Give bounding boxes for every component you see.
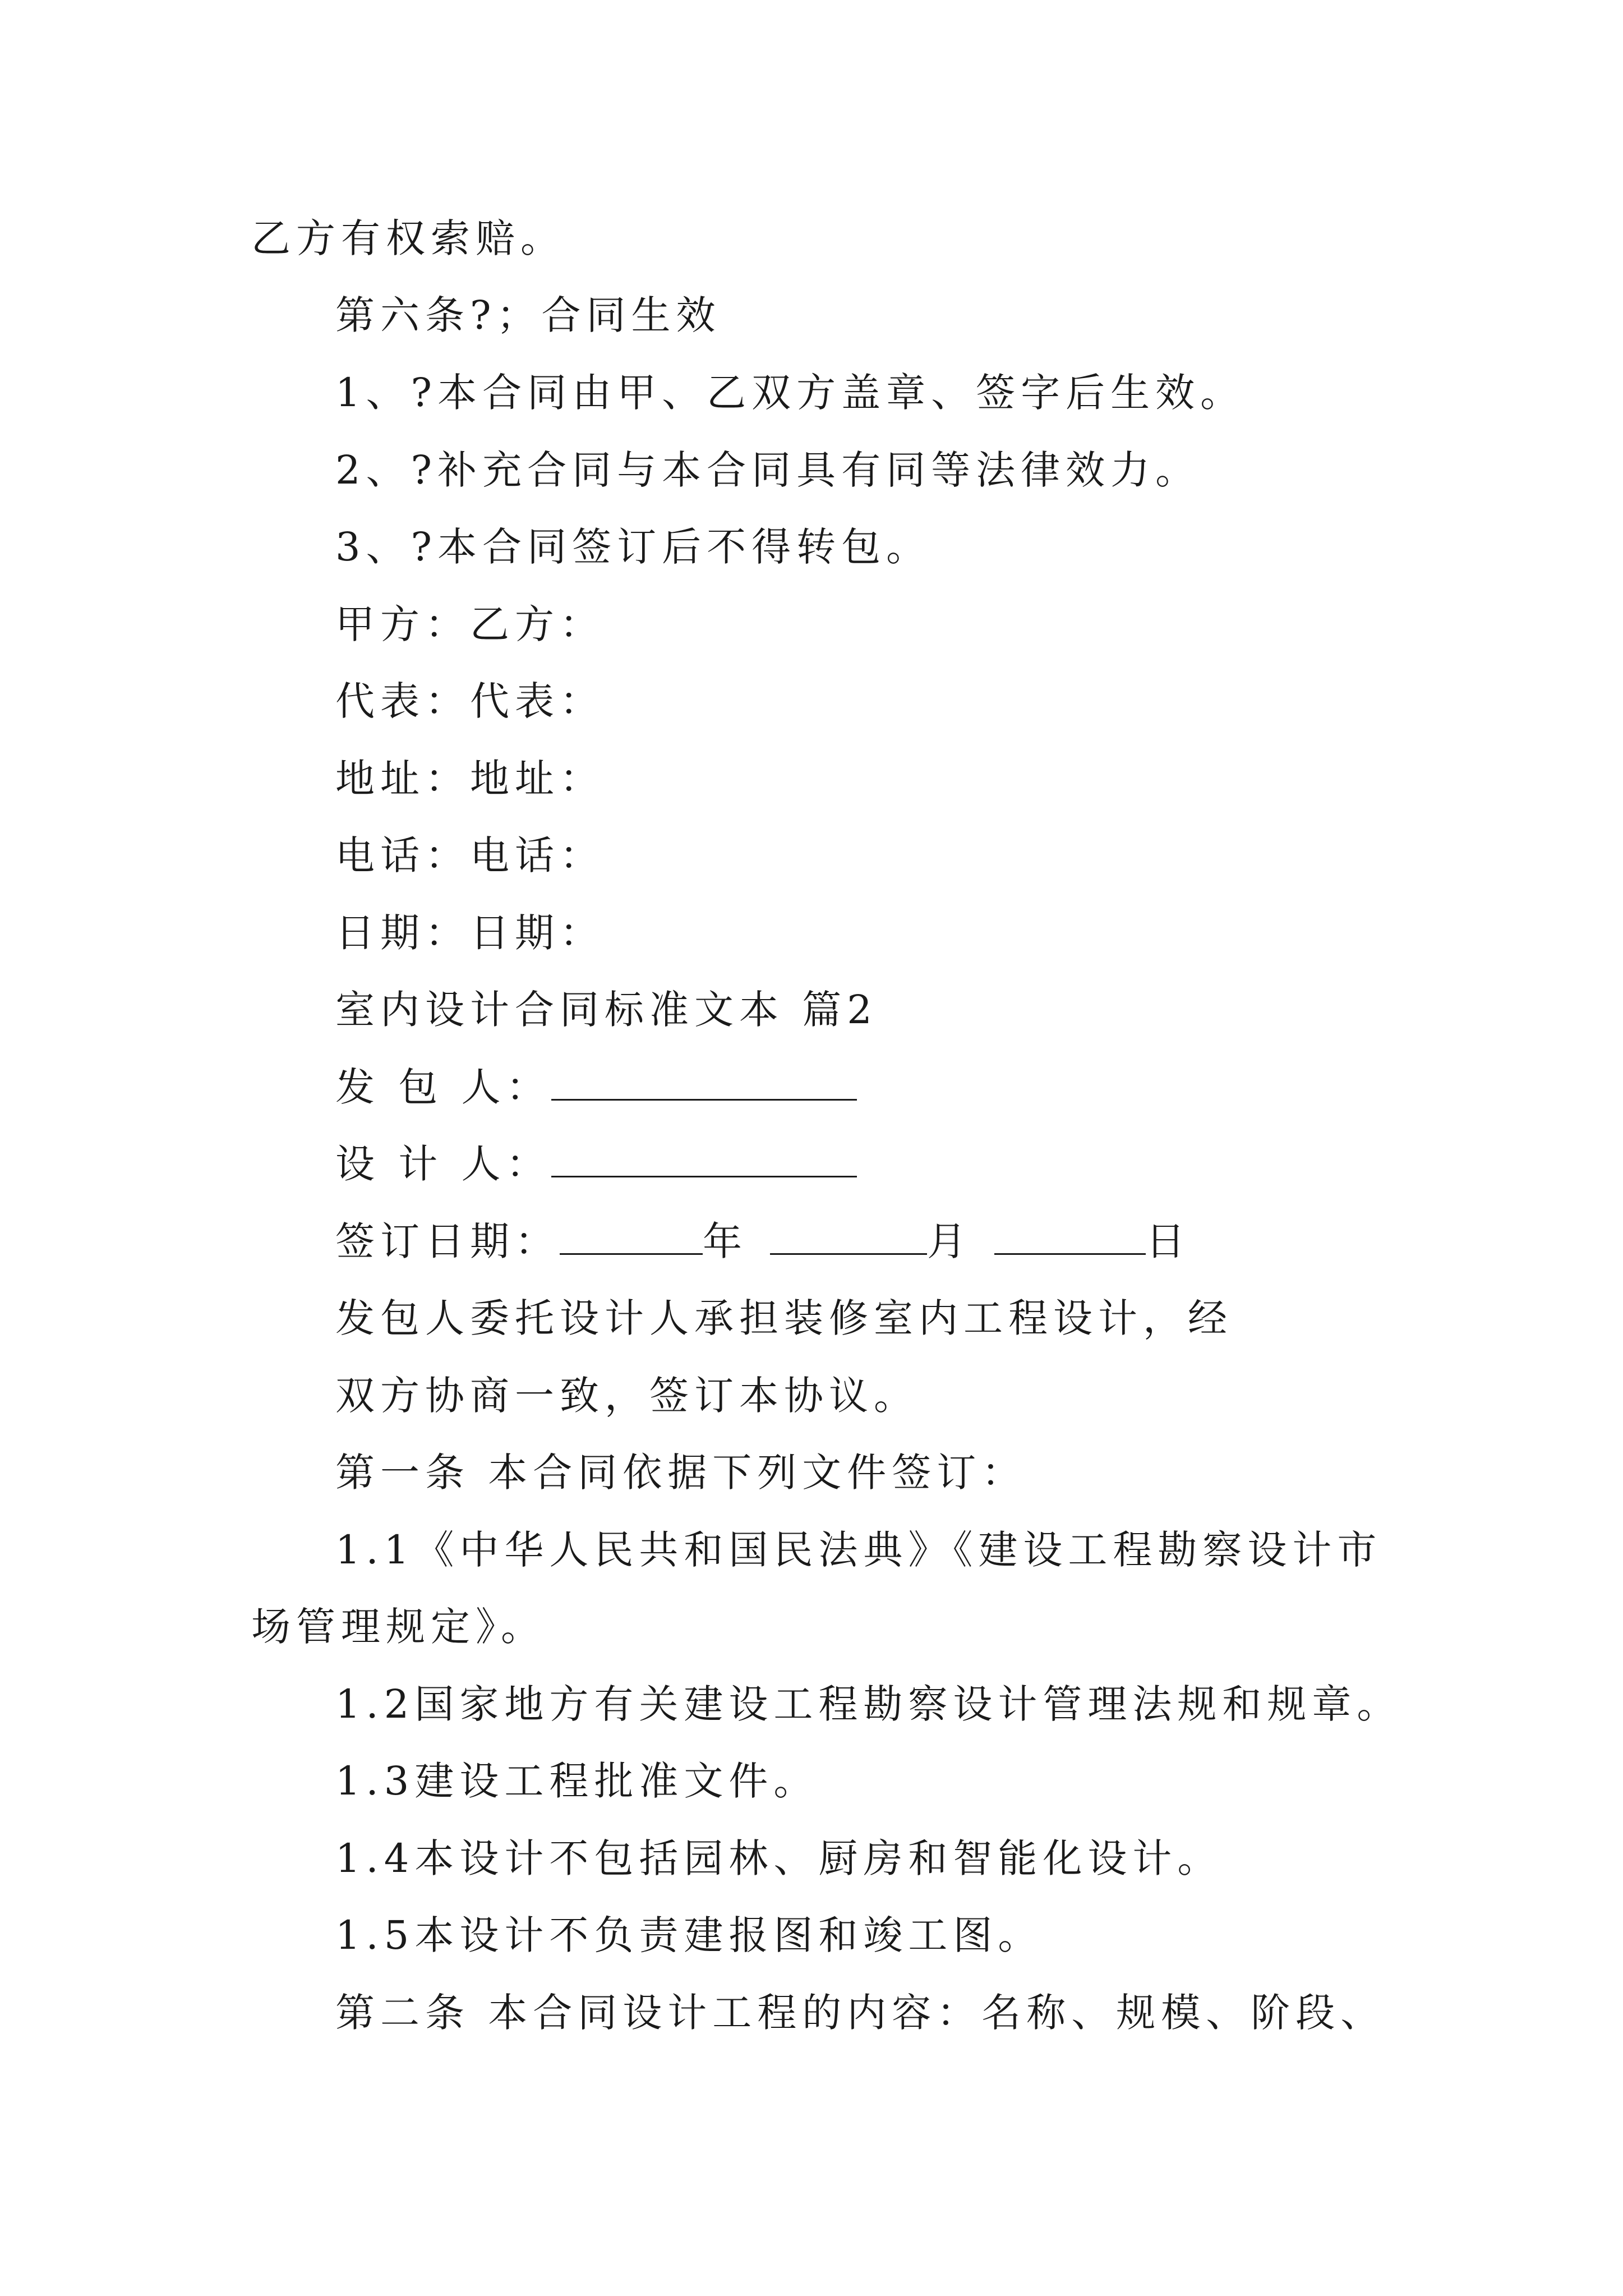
text-line: 2、?补充合同与本合同具有同等法律效力。 (335, 447, 1201, 493)
day-unit: 日 (1146, 1218, 1191, 1264)
text-line: 乙方有权索赔。 (251, 215, 565, 261)
signature-representative-line: 代表：代表： (335, 678, 605, 724)
article-six-heading: 第六条?；合同生效 (335, 292, 721, 338)
employer-blank (551, 1063, 857, 1101)
clause-1-4: 1.4本设计不包括园林、厨房和智能化设计。 (335, 1835, 1223, 1881)
designer-blank (551, 1140, 857, 1177)
clause-1-1: 1.1《中华人民共和国民法典》《建设工程勘察设计市 (335, 1527, 1382, 1573)
text-line: 1、?本合同由甲、乙双方盖章、签字后生效。 (335, 370, 1246, 416)
signature-address-line: 地址：地址： (335, 756, 605, 802)
designer-label: 设 计 人： (335, 1141, 551, 1187)
employer-label: 发 包 人： (335, 1064, 551, 1110)
signature-phone-line: 电话：电话： (335, 832, 605, 878)
clause-1-5: 1.5本设计不负责建报图和竣工图。 (335, 1912, 1043, 1958)
clause-1-2: 1.2国家地方有关建设工程勘察设计管理法规和规章。 (335, 1681, 1402, 1727)
section-title: 室内设计合同标准文本 篇2 (335, 987, 878, 1033)
clause-1-3: 1.3建设工程批准文件。 (335, 1758, 819, 1804)
sign-date-field (335, 1213, 1191, 1269)
employer-field (335, 1059, 857, 1115)
body-paragraph-line: 双方协商一致，签订本协议。 (335, 1373, 919, 1419)
month-blank (770, 1217, 927, 1255)
year-unit: 年 (703, 1218, 748, 1264)
clause-1-1-continued: 场管理规定》。 (251, 1604, 546, 1650)
month-unit: 月 (927, 1218, 972, 1264)
designer-field (335, 1136, 857, 1192)
signature-party-line: 甲方：乙方： (335, 601, 605, 647)
signature-date-line: 日期：日期： (335, 910, 605, 956)
article-one-heading: 第一条 本合同依据下列文件签订： (335, 1450, 1027, 1496)
article-two-heading: 第二条 本合同设计工程的内容：名称、规模、阶段、 (335, 1990, 1386, 2036)
sign-date-label: 签订日期： (335, 1218, 560, 1264)
body-paragraph-line: 发包人委托设计人承担装修室内工程设计，经 (335, 1295, 1233, 1341)
day-blank (994, 1217, 1146, 1255)
text-line: 3、?本合同签订后不得转包。 (335, 524, 932, 570)
year-blank (560, 1217, 703, 1255)
